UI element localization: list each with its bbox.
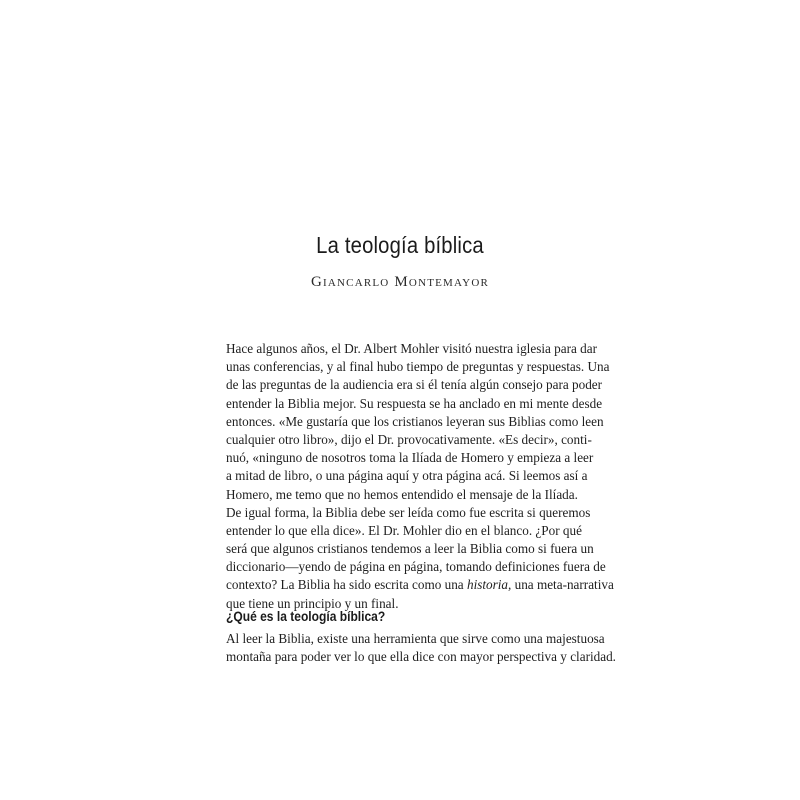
paragraph-line: Hace algunos años, el Dr. Albert Mohler visitó nuestra iglesia para dar xyxy=(226,341,597,356)
paragraph-line: entender la Biblia mejor. Su respuesta se ha anclado en mi mente desde xyxy=(226,395,603,411)
paragraph-line: que tiene un principio y un final. xyxy=(226,595,399,611)
paragraph-line: diccionario—yendo de página en página, tomando definiciones fuera de xyxy=(226,559,606,575)
paragraph-line: a mitad de libro, o una página aquí y otra página acá. Si leemos así a xyxy=(226,468,588,484)
intro-paragraph xyxy=(226,340,614,613)
paragraph-line: nuó, «ninguno de nosotros toma la Ilíada de Homero y empieza a leer xyxy=(226,450,594,466)
chapter-title: La teología bíblica xyxy=(316,232,484,258)
paragraph-line: de las preguntas de la audiencia era si él tenía algún consejo para poder xyxy=(226,377,603,393)
italic-word: historia, xyxy=(466,577,512,593)
paragraph-line: montaña para poder ver lo que ella dice con mayor perspectiva y claridad. xyxy=(226,649,616,665)
line-text-after: una meta-narrativa xyxy=(511,577,614,593)
paragraph-line: cualquier otro libro», dijo el Dr. provocativamente. «Es decir», conti- xyxy=(226,431,592,447)
paragraph-line-with-italic xyxy=(226,576,614,594)
section-paragraph xyxy=(226,630,616,666)
paragraph-line: unas conferencias, y al final hubo tiempo de preguntas y respuestas. Una xyxy=(226,359,610,375)
section-heading: ¿Qué es la teología bíblica? xyxy=(226,608,386,624)
paragraph-line: De igual forma, la Biblia debe ser leída como fue escrita si queremos xyxy=(226,504,591,520)
line-text-before: contexto? La Biblia ha sido escrita como una xyxy=(226,577,467,593)
paragraph-line: Al leer la Biblia, existe una herramienta que sirve como una majestuosa xyxy=(226,631,605,646)
paragraph-line: entonces. «Me gustaría que los cristianos leyeran sus Biblias como leen xyxy=(226,413,604,429)
chapter-author: Giancarlo Montemayor xyxy=(310,274,490,290)
paragraph-line: será que algunos cristianos tendemos a leer la Biblia como si fuera un xyxy=(226,541,594,557)
paragraph-line: Homero, me temo que no hemos entendido el mensaje de la Ilíada. xyxy=(226,486,578,502)
paragraph-line: entender lo que ella dice». El Dr. Mohler dio en el blanco. ¿Por qué xyxy=(226,522,582,538)
